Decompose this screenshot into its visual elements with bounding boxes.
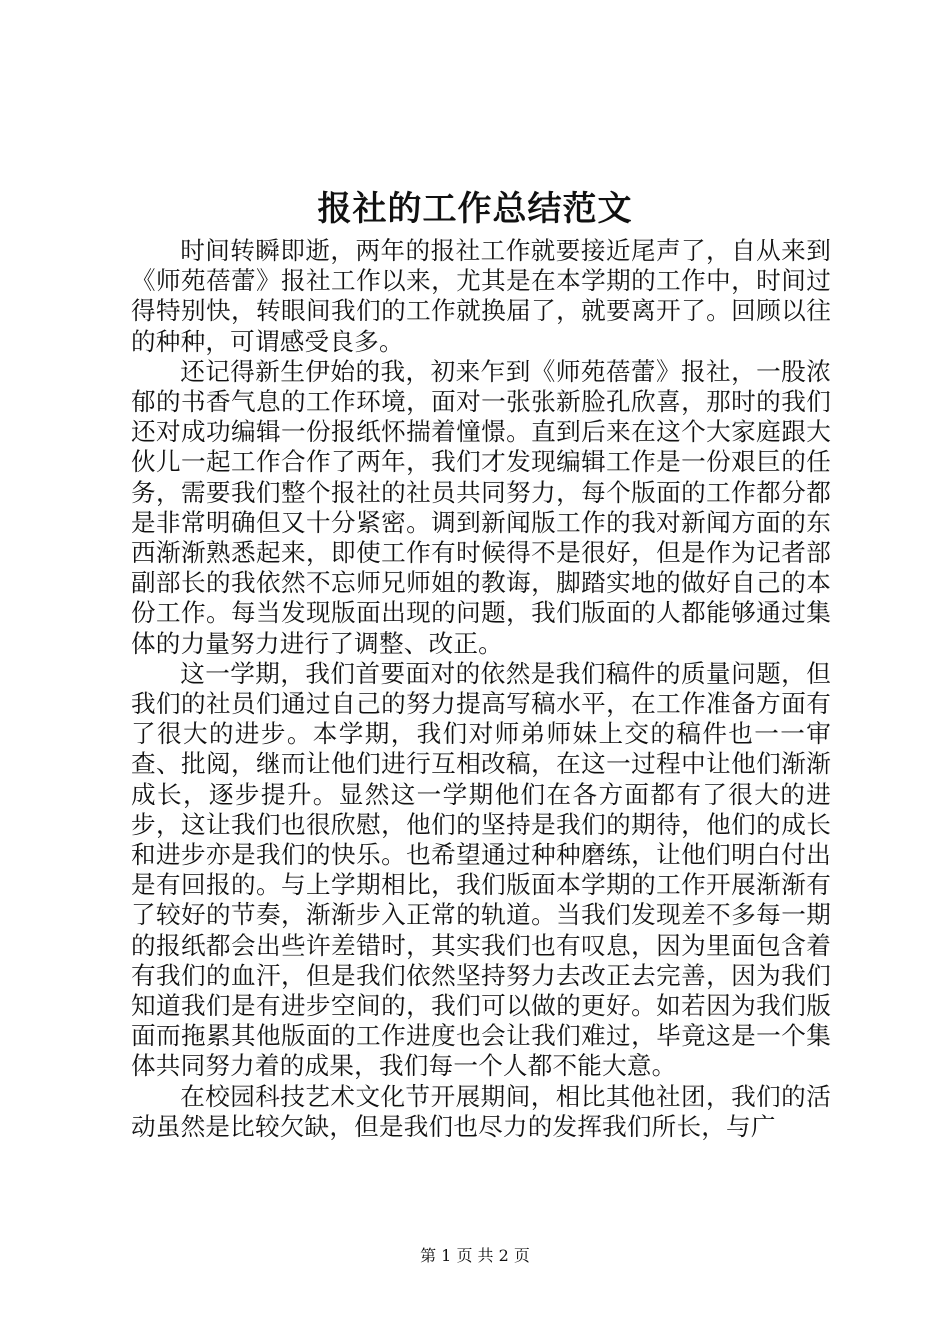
page-footer: 第 1 页 共 2 页 [420,1246,530,1265]
paragraph-1: 时间转瞬即逝，两年的报社工作就要接近尾声了，自从来到《师苑蓓蕾》报社工作以来，尤其是在本学期的工作中，时间过得特别快，转眼间我们的工作就换届了，就要离开了。回顾以往的种种，可谓感受良多。 [131,236,831,356]
paragraph-3: 这一学期，我们首要面对的依然是我们稿件的质量问题，但我们的社员们通过自己的努力提高写稿水平，在工作准备方面有了很大的进步。本学期，我们对师弟师妹上交的稿件也一一审查、批阅，继而让他们进行互相改稿，在这一过程中让他们渐渐成长，逐步提升。显然这一学期他们在各方面都有了很大的进步，这让我们也很欣慰，他们的坚持是我们的期待，他们的成长和进步亦是我们的快乐。也希望通过种种磨练，让他们明白付出是有回报的。与上学期相比，我们版面本学期的工作开展渐渐有了较好的节奏，渐渐步入正常的轨道。当我们发现差不多每一期的报纸都会出些许差错时，其实我们也有叹息，因为里面包含着有我们的血汗，但是我们依然坚持努力去改正去完善，因为我们知道我们是有进步空间的，我们可以做的更好。如若因为我们版面而拖累其他版面的工作进度也会让我们难过，毕竟这是一个集体共同努力着的成果，我们每一个人都不能大意。 [131,658,831,1081]
paragraph-2: 还记得新生伊始的我，初来乍到《师苑蓓蕾》报社，一股浓郁的书香气息的工作环境，面对一张张新脸孔欣喜，那时的我们还对成功编辑一份报纸怀揣着憧憬。直到后来在这个大家庭跟大伙儿一起工作合作了两年，我们才发现编辑工作是一份艰巨的任务，需要我们整个报社的社员共同努力，每个版面的工作都分都是非常明确但又十分紧密。调到新闻版工作的我对新闻方面的东西渐渐熟悉起来，即使工作有时候得不是很好，但是作为记者部副部长的我依然不忘师兄师姐的教诲，脚踏实地的做好自己的本份工作。每当发现版面出现的问题，我们版面的人都能够通过集体的力量努力进行了调整、改正。 [131,356,831,658]
paragraph-4: 在校园科技艺术文化节开展期间，相比其他社团，我们的活动虽然是比较欠缺，但是我们也尽力的发挥我们所长，与广 [131,1081,831,1141]
document-body [131,236,831,1142]
document-title: 报社的工作总结范文 [317,189,633,229]
